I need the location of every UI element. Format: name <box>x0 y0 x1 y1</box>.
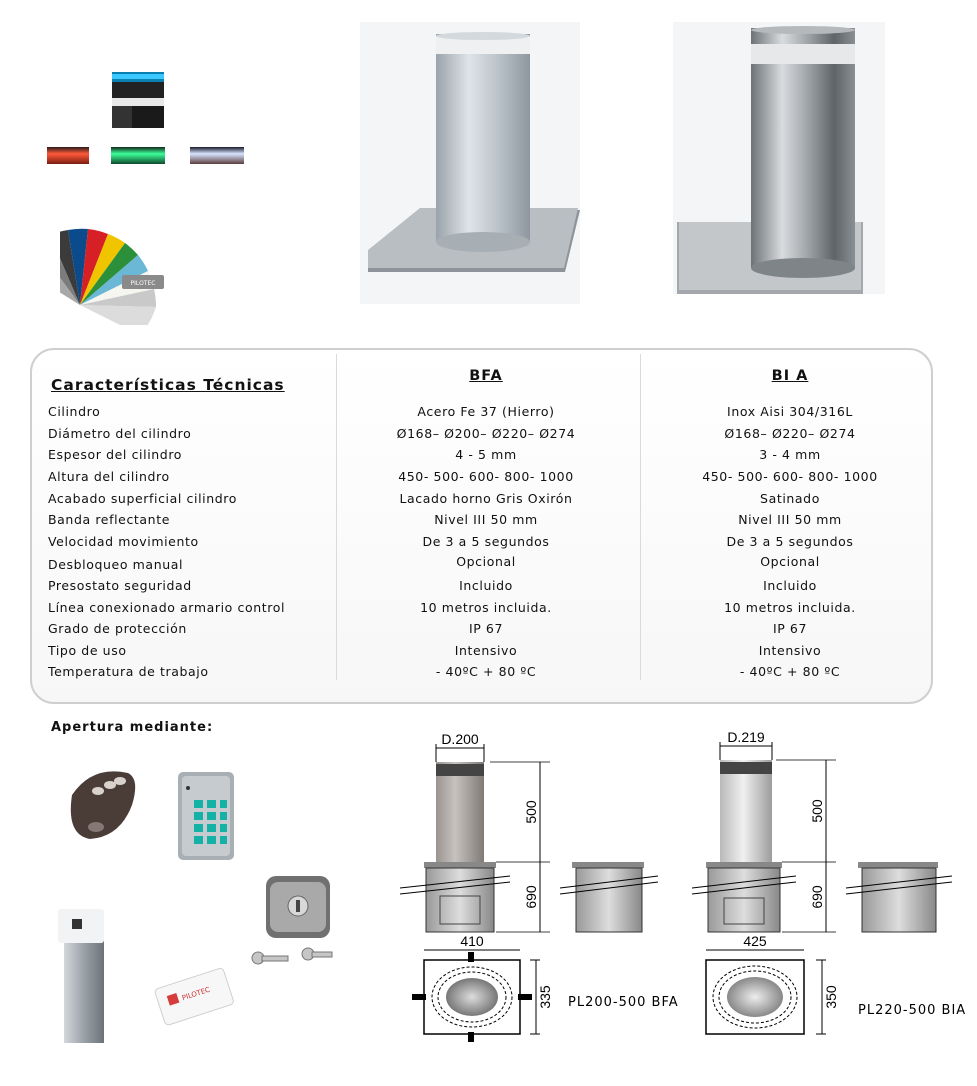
spec-label: Grado de protección <box>48 621 187 636</box>
spec-value-bfa: IP 67 <box>468 621 504 636</box>
table-row <box>32 554 931 575</box>
led-post-image <box>110 68 166 128</box>
spec-label: Altura del cilindro <box>48 469 170 484</box>
spec-value-bfa: Incluido <box>459 578 513 593</box>
spec-label: Espesor del cilindro <box>48 447 183 462</box>
bia-technical-drawing <box>692 728 972 1080</box>
spec-value-bia: Opcional <box>760 554 820 569</box>
spec-value-bia: Ø168– Ø220– Ø274 <box>724 426 856 441</box>
bia-model-label: PL220-500 BIA <box>858 1003 967 1018</box>
table-row <box>32 447 931 468</box>
card-brand-label: PILOTEC <box>180 985 212 1003</box>
bfa-base-depth-label: 335 <box>537 985 553 1009</box>
bfa-technical-drawing <box>400 728 680 1080</box>
spec-value-bfa: - 40ºC + 80 ºC <box>435 664 537 679</box>
column-header-bfa: BFA <box>469 368 503 384</box>
spec-value-bfa: Intensivo <box>454 643 518 658</box>
table-row <box>32 578 931 599</box>
spec-label: Desbloqueo manual <box>48 557 184 572</box>
opening-methods-title: Apertura mediante: <box>51 720 214 735</box>
keypad-image <box>176 770 236 862</box>
spec-value-bia: Nivel III 50 mm <box>738 512 842 527</box>
spec-value-bfa: 4 - 5 mm <box>455 447 517 462</box>
spec-value-bia: IP 67 <box>772 621 808 636</box>
bia-height-label: 500 <box>809 799 825 823</box>
spec-value-bia: - 40ºC + 80 ºC <box>739 664 841 679</box>
spec-value-bfa: Lacado horno Gris Oxirón <box>399 491 573 506</box>
table-row <box>32 491 931 512</box>
bfa-model-label: PL200-500 BFA <box>568 995 679 1010</box>
table-row <box>32 469 931 490</box>
led-green-option <box>111 147 165 164</box>
spec-value-bia: 3 - 4 mm <box>759 447 821 462</box>
table-row <box>32 426 931 447</box>
bfa-height-label: 500 <box>523 800 539 824</box>
color-fan-image <box>60 225 175 325</box>
spec-label: Presostato seguridad <box>48 578 192 593</box>
spec-value-bfa: Acero Fe 37 (Hierro) <box>417 404 555 419</box>
table-row <box>32 512 931 533</box>
led-white-option <box>190 147 244 164</box>
spec-value-bfa: Nivel III 50 mm <box>434 512 538 527</box>
spec-value-bia: Satinado <box>760 491 820 506</box>
bfa-base-height-label: 690 <box>523 885 539 909</box>
spec-label: Línea conexionado armario control <box>48 600 286 615</box>
bia-bollard-photo <box>673 22 885 294</box>
table-row <box>32 664 931 685</box>
spec-label: Banda reflectante <box>48 512 170 527</box>
spec-value-bfa: Ø168– Ø200– Ø220– Ø274 <box>396 426 576 441</box>
bfa-bollard-photo <box>360 22 580 304</box>
bfa-diameter-label: D.200 <box>441 731 479 747</box>
led-red-option <box>47 147 89 164</box>
table-row <box>32 404 931 425</box>
spec-value-bfa: 10 metros incluida. <box>420 600 552 615</box>
remote-control-image <box>62 765 142 845</box>
spec-value-bia: Intensivo <box>758 643 822 658</box>
spec-value-bia: De 3 a 5 segundos <box>726 534 854 549</box>
bfa-base-width-label: 410 <box>460 933 484 949</box>
spec-value-bia: 10 metros incluida. <box>724 600 856 615</box>
photocell-column-image <box>52 905 110 1045</box>
key-switch-image <box>246 872 334 972</box>
specs-title: Características Técnicas <box>51 376 285 394</box>
table-row <box>32 600 931 621</box>
proximity-card-image <box>150 966 236 1026</box>
bia-diameter-label: D.219 <box>727 729 765 745</box>
spec-label: Temperatura de trabajo <box>48 664 209 679</box>
bia-base-width-label: 425 <box>743 933 767 949</box>
spec-value-bfa: 450- 500- 600- 800- 1000 <box>398 469 574 484</box>
spec-label: Cilindro <box>48 404 101 419</box>
technical-specs-table <box>30 348 933 704</box>
spec-value-bfa: Opcional <box>456 554 516 569</box>
bia-base-height-label: 690 <box>809 885 825 909</box>
bia-base-depth-label: 350 <box>823 985 839 1009</box>
spec-label: Velocidad movimiento <box>48 534 199 549</box>
spec-value-bia: 450- 500- 600- 800- 1000 <box>702 469 878 484</box>
table-row <box>32 534 931 555</box>
fan-brand-label: PILOTEC <box>130 280 156 287</box>
table-row <box>32 621 931 642</box>
spec-label: Acabado superficial cilindro <box>48 491 237 506</box>
spec-value-bfa: De 3 a 5 segundos <box>422 534 550 549</box>
spec-value-bia: Incluido <box>763 578 817 593</box>
spec-label: Diámetro del cilindro <box>48 426 192 441</box>
spec-value-bia: Inox Aisi 304/316L <box>727 404 853 419</box>
spec-label: Tipo de uso <box>48 643 127 658</box>
column-header-bia: BI A <box>771 368 809 384</box>
table-row <box>32 643 931 664</box>
